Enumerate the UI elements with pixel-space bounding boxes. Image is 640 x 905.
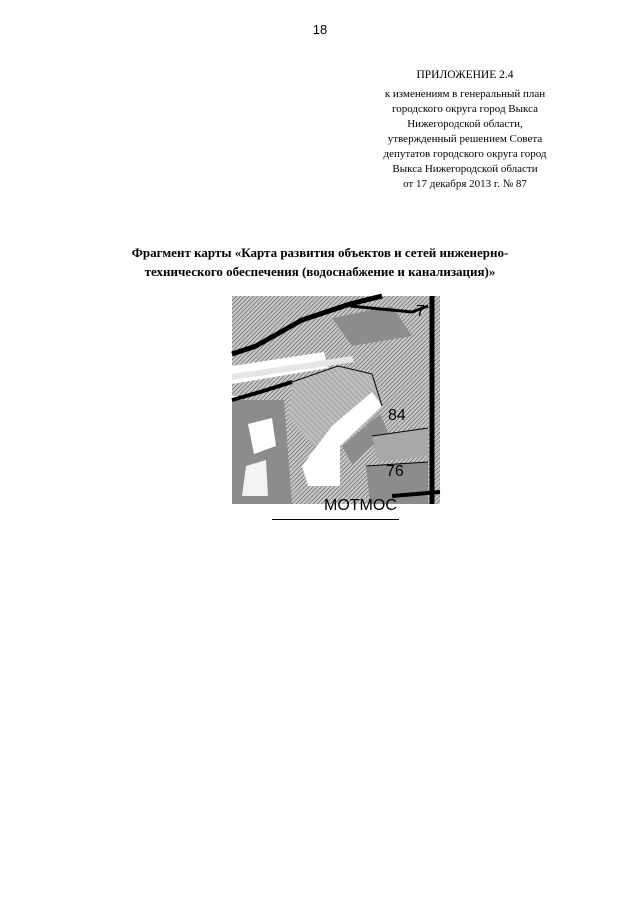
fragment-title bbox=[60, 243, 580, 281]
fragment-title-line: технического обеспечения (водоснабжение и канализация)» bbox=[144, 264, 496, 279]
appendix-line: к изменениям в генеральный план bbox=[384, 88, 546, 100]
page-number: 18 bbox=[312, 22, 328, 37]
separator-line bbox=[272, 519, 399, 520]
appendix-line: депутатов городского округа город bbox=[383, 148, 547, 160]
map-label: 76 bbox=[386, 463, 404, 480]
appendix-line: Выкса Нижегородской области bbox=[392, 163, 538, 175]
map-image bbox=[232, 296, 440, 514]
map-fragment bbox=[232, 296, 440, 514]
appendix-line: Нижегородской области, bbox=[407, 118, 523, 130]
appendix-title: ПРИЛОЖЕНИЕ 2.4 bbox=[416, 69, 514, 81]
fragment-title-line: Фрагмент карты «Карта развития объектов и сетей инженерно- bbox=[131, 245, 509, 260]
appendix-line: утвержденный решением Совета bbox=[387, 133, 543, 145]
appendix-line: городского округа город Выкса bbox=[392, 103, 538, 115]
map-label: 7 bbox=[416, 303, 425, 320]
map-label: МОТМОС bbox=[324, 497, 397, 514]
map-label: 84 bbox=[388, 407, 406, 424]
appendix-line: от 17 декабря 2013 г. № 87 bbox=[403, 178, 527, 190]
appendix-block bbox=[354, 68, 576, 192]
